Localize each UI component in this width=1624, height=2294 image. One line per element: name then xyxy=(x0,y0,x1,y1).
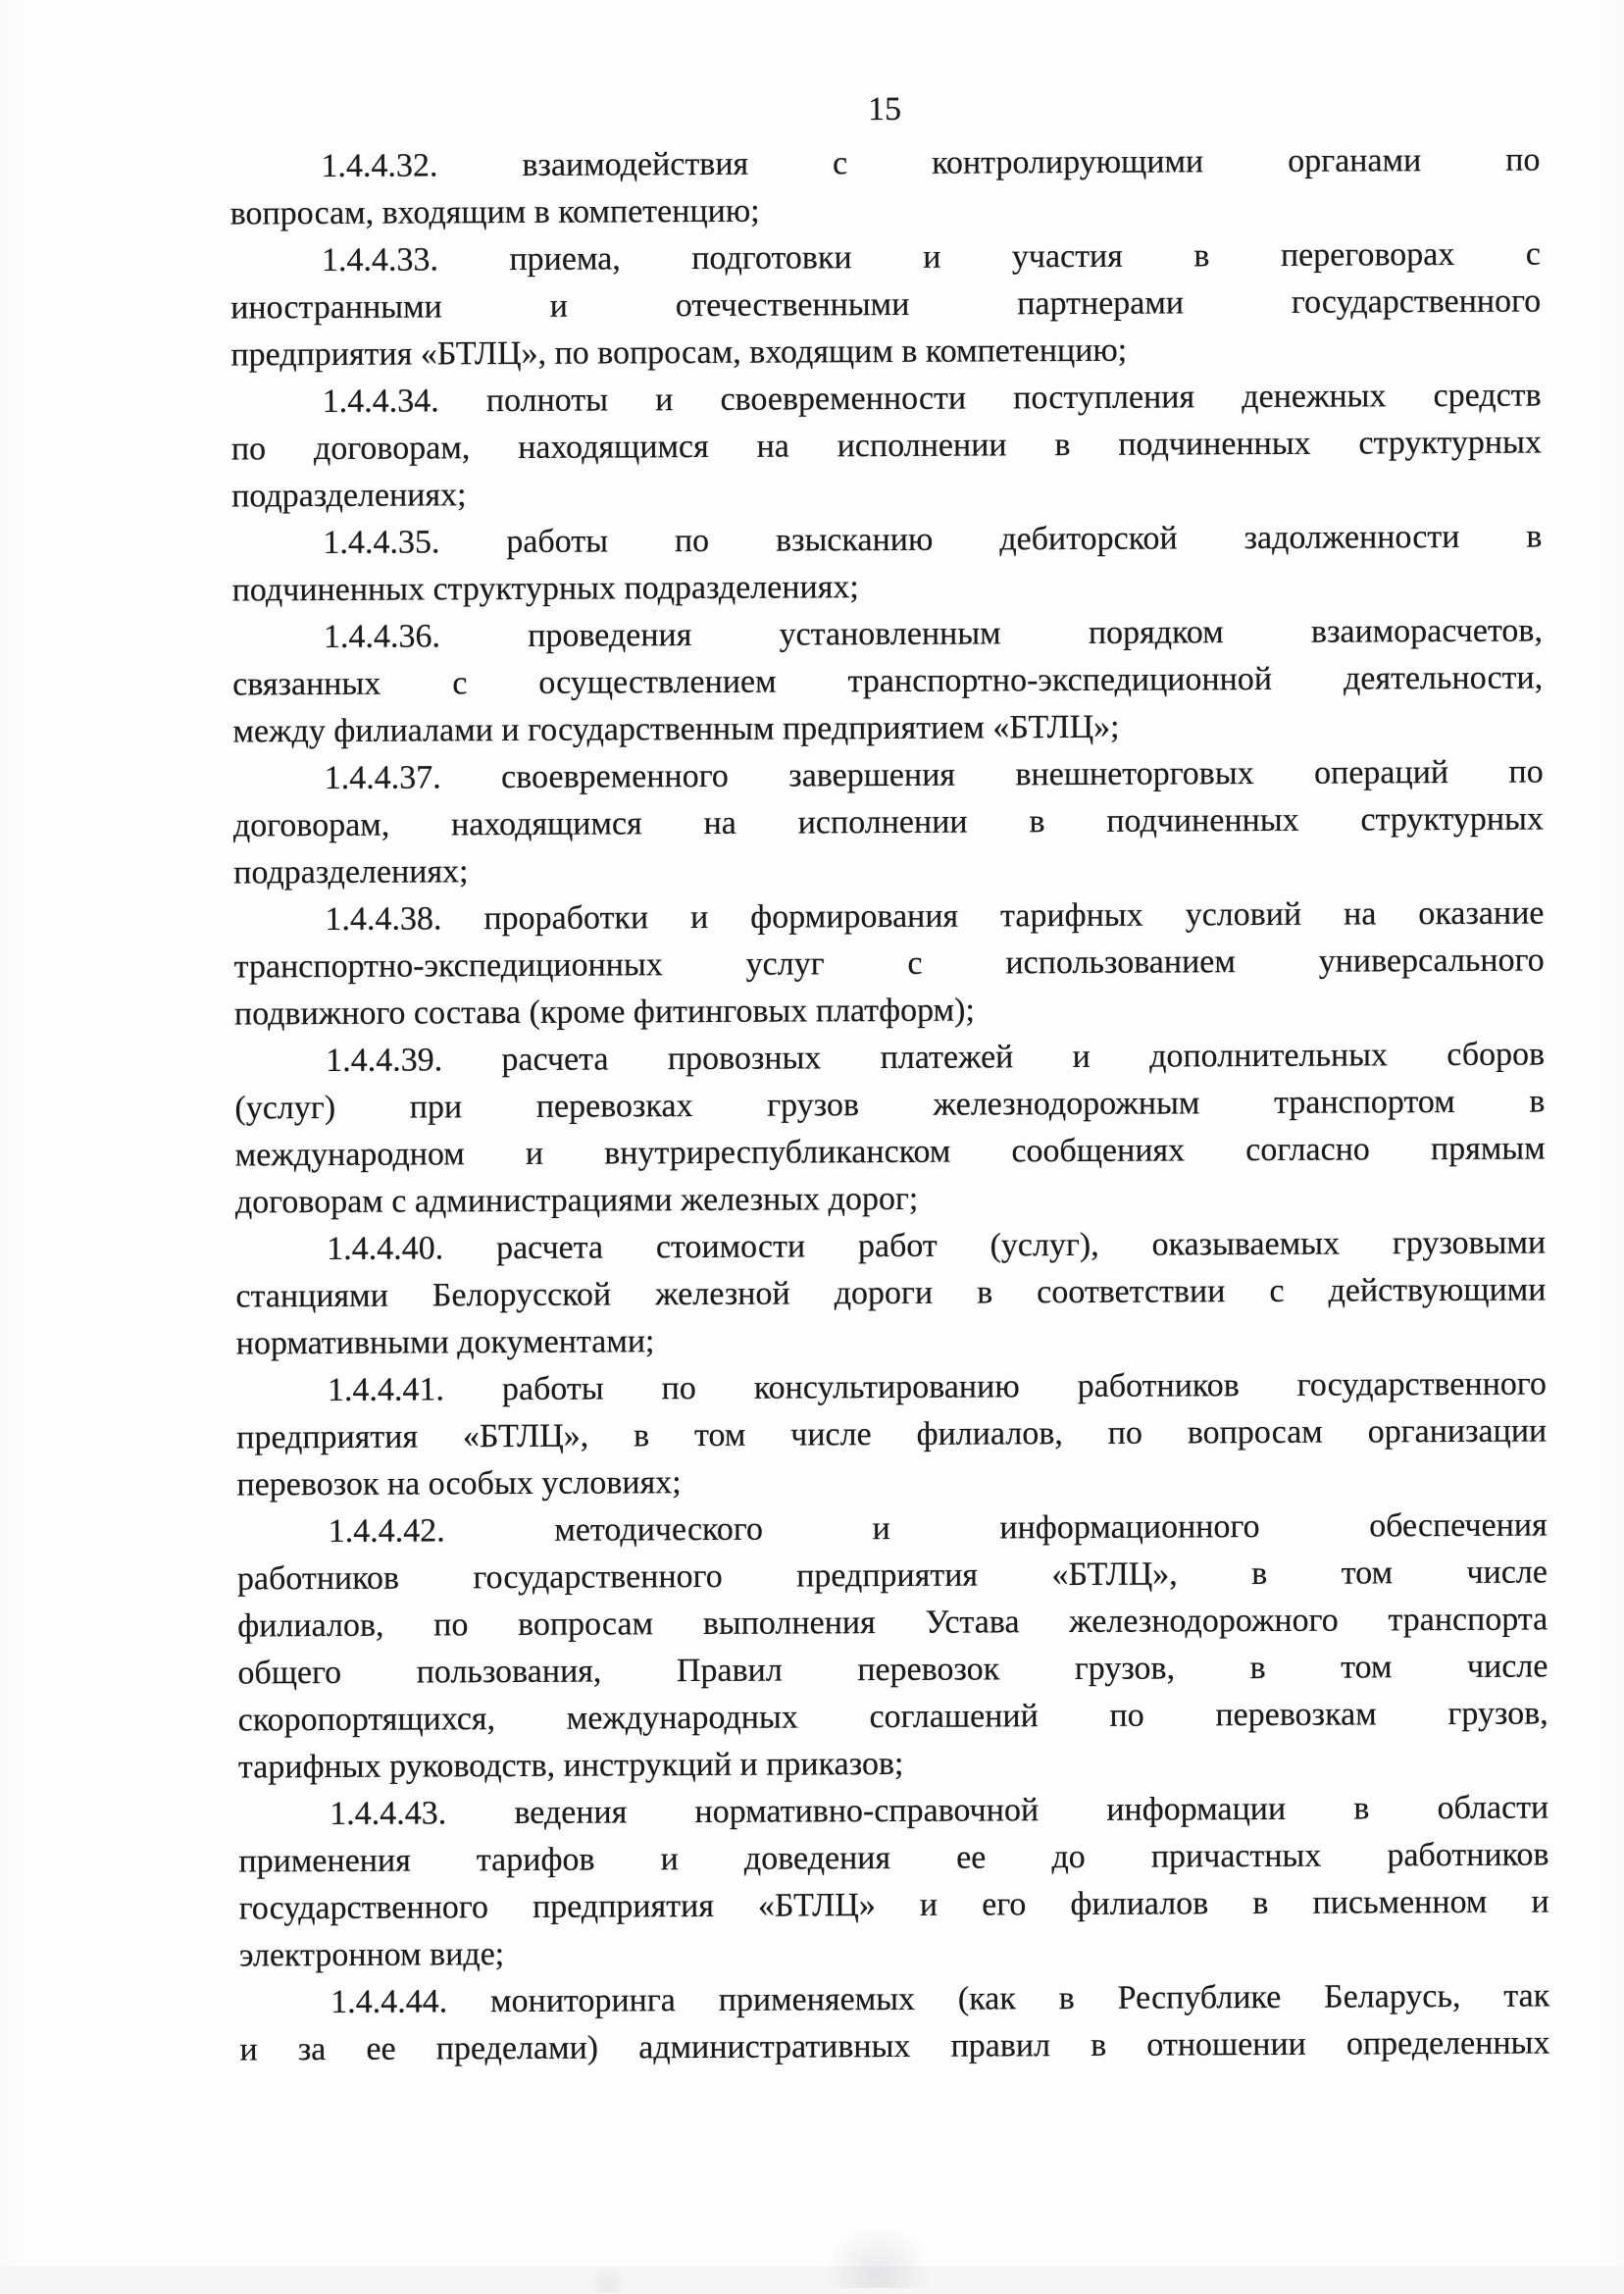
text-line: между филиалами и государственным предприятием «БТЛЦ»; xyxy=(232,708,1120,750)
text-line: 1.4.4.41. работы по консультированию работников государственного xyxy=(327,1365,1548,1408)
text-line: подразделениях; xyxy=(233,853,469,892)
text-line: 1.4.4.36. проведения установленным порядком взаиморасчетов, xyxy=(323,612,1544,656)
text-line: 1.4.4.34. полноты и своевременности поступления денежных средств xyxy=(322,377,1542,421)
text-line: 1.4.4.35. работы по взысканию дебиторской задолженности в xyxy=(323,518,1543,562)
text-line: перевозок на особых условиях; xyxy=(236,1464,682,1504)
paragraph-1.4.4.44 xyxy=(239,1972,1549,2073)
text-line: транспортно-экспедиционных услуг с использованием универсального xyxy=(233,942,1545,986)
paragraph-1.4.4.36 xyxy=(232,607,1544,755)
text-line: (услуг) при перевозках грузов железнодорожным транспортом в xyxy=(234,1083,1546,1127)
text-line: подвижного состава (кроме фитинговых платформ); xyxy=(233,992,975,1033)
paragraph-1.4.4.43 xyxy=(238,1784,1549,1979)
paragraph-1.4.4.39 xyxy=(234,1031,1546,1226)
text-line: договорам с администрациями железных дорог; xyxy=(234,1180,919,1221)
text-line: предприятия «БТЛЦ», по вопросам, входящим в компетенцию; xyxy=(230,331,1128,374)
text-line: 1.4.4.39. расчета провозных платежей и дополнительных сборов xyxy=(326,1036,1546,1079)
text-line: тарифных руководств, инструкций и приказов; xyxy=(237,1745,904,1786)
text-line: электронном виде; xyxy=(238,1936,505,1974)
paragraph-1.4.4.41 xyxy=(236,1360,1548,1508)
scan-artifact-bottom-band xyxy=(0,2267,1624,2294)
text-line: скоропортящихся, международных соглашений по перевозкам грузов, xyxy=(237,1695,1548,1739)
text-line: подразделениях; xyxy=(231,477,467,515)
text-line: вопросам, входящим в компетенцию; xyxy=(229,192,760,232)
text-line: по договорам, находящимся на исполнении в подчиненных структурных xyxy=(230,424,1543,468)
text-line: 1.4.4.32. взаимодействия с контролирующими органами по xyxy=(321,141,1541,185)
text-line: 1.4.4.40. расчета стоимости работ (услуг), оказываемых грузовыми xyxy=(327,1224,1547,1267)
page-content xyxy=(229,83,1550,2074)
paragraph-1.4.4.40 xyxy=(235,1219,1547,1367)
text-line: международном и внутриреспубликанском сообщениях согласно прямым xyxy=(234,1130,1546,1174)
paragraph-1.4.4.32 xyxy=(229,137,1540,238)
paragraph-1.4.4.33 xyxy=(230,231,1542,380)
text-line: применения тарифов и доведения ее до причастных работников xyxy=(238,1836,1549,1880)
paragraph-1.4.4.35 xyxy=(231,513,1542,614)
text-line: связанных с осуществлением транспортно-экспедиционной деятельности, xyxy=(232,659,1544,703)
text-line: станциями Белорусской железной дороги в соответствии с действующими xyxy=(235,1271,1547,1315)
text-line: 1.4.4.38. проработки и формирования тарифных условий на оказание xyxy=(325,894,1545,938)
text-line: общего пользования, Правил перевозок грузов, в том числе xyxy=(237,1648,1548,1692)
text-line: 1.4.4.33. приема, подготовки и участия в переговорах с xyxy=(321,235,1542,280)
text-line: 1.4.4.44. мониторинга применяемых (как в Республике Беларусь, так xyxy=(330,1977,1550,2020)
text-line: 1.4.4.43. ведения нормативно-справочной информации в области xyxy=(330,1789,1549,1832)
text-line: договорам, находящимся на исполнении в подчиненных структурных xyxy=(232,800,1545,844)
paragraph-1.4.4.34 xyxy=(231,372,1543,520)
paragraphs xyxy=(229,137,1549,2074)
text-line: работников государственного предприятия «БТЛЦ», в том числе xyxy=(236,1554,1548,1598)
text-line: 1.4.4.37. своевременного завершения внешнеторговых операций по xyxy=(324,753,1544,797)
paragraph-1.4.4.38 xyxy=(233,890,1545,1038)
text-line: предприятия «БТЛЦ», в том числе филиалов, по вопросам организации xyxy=(236,1412,1548,1456)
text-line: подчиненных структурных подразделениях; xyxy=(231,569,859,609)
text-line: государственного предприятия «БТЛЦ» и его филиалов в письменном и xyxy=(238,1883,1549,1927)
text-line: филиалов, по вопросам выполнения Устава железнодорожного транспорта xyxy=(237,1601,1548,1645)
text-line: 1.4.4.42. методического и информационного обеспечения xyxy=(328,1506,1548,1550)
page-number: 15 xyxy=(868,90,902,128)
text-line: иностранными и отечественными партнерами государственного xyxy=(230,282,1542,327)
paragraph-1.4.4.42 xyxy=(237,1502,1548,1791)
paragraph-1.4.4.37 xyxy=(233,748,1545,896)
text-line: нормативными документами; xyxy=(235,1323,655,1362)
text-line: и за ее пределами) административных правил в отношении определенных xyxy=(239,2024,1550,2068)
